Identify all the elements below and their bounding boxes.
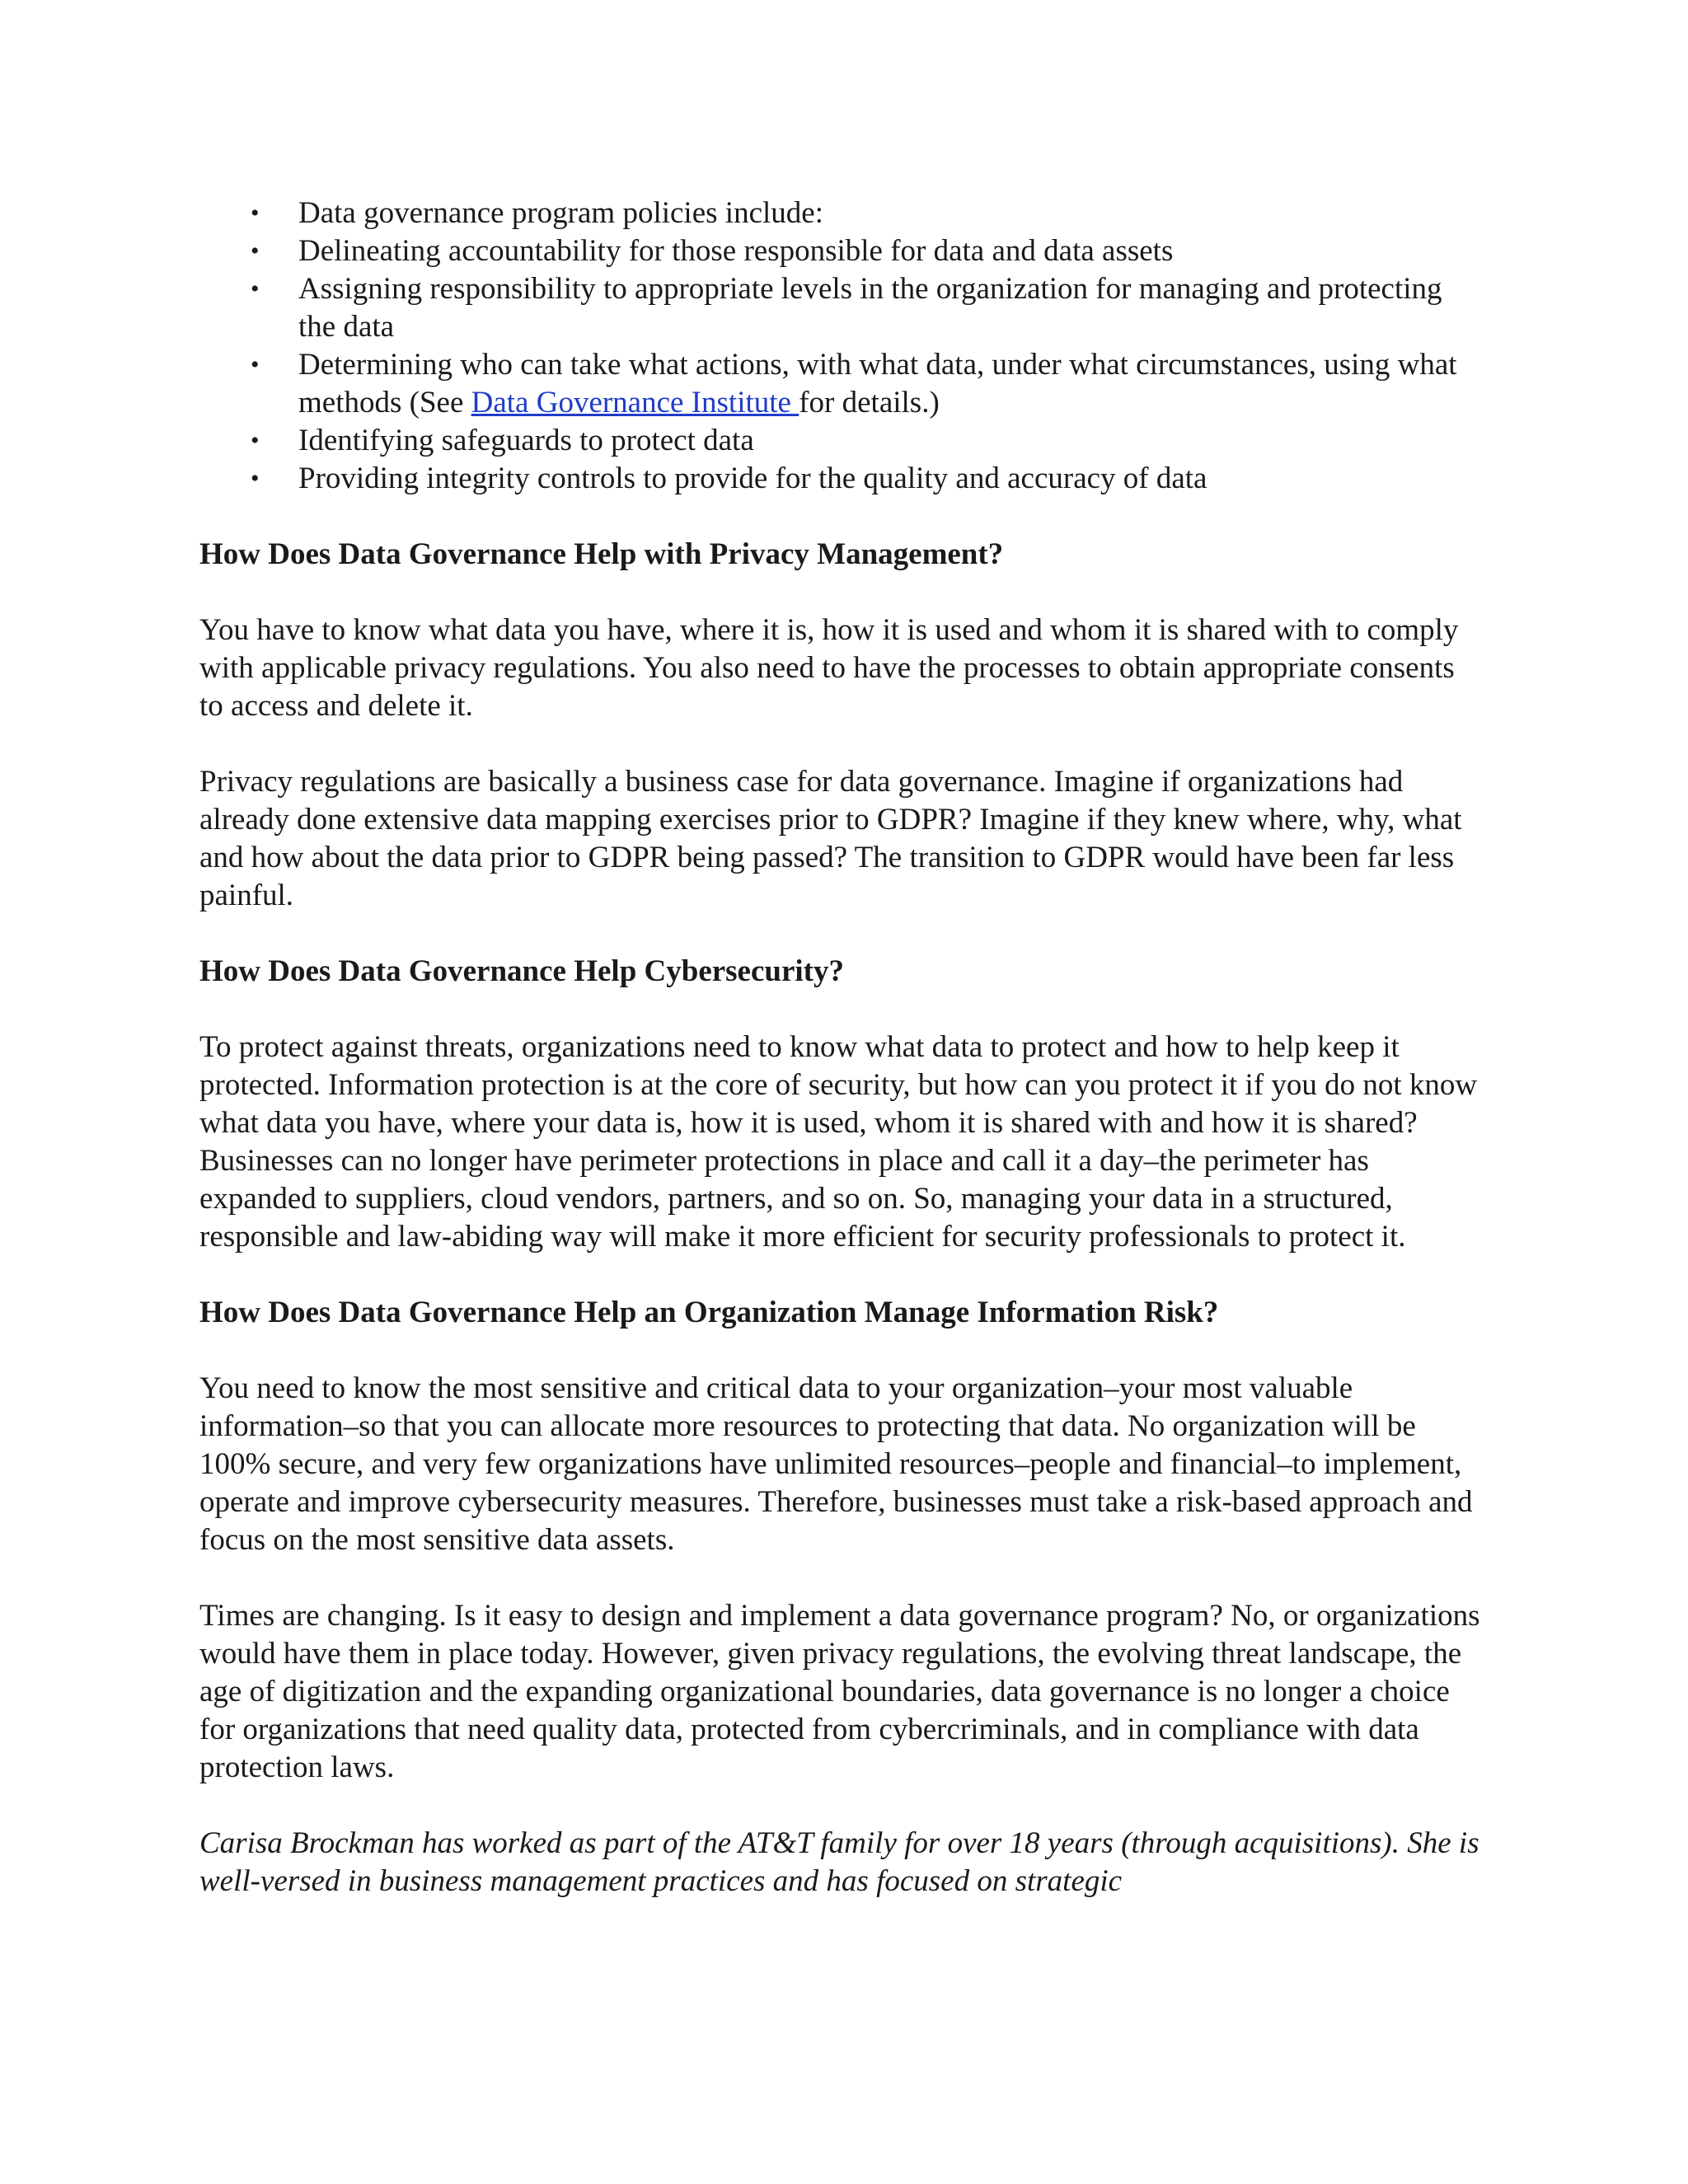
list-item: • Delineating accountability for those responsible for data and data assets [199,232,1485,270]
author-bio: Carisa Brockman has worked as part of the AT&T family for over 18 years (through acquisitions). She is well-versed in business management practices and has focused on strategic [199,1826,1479,1898]
privacy-paragraph: You have to know what data you have, where it is, how it is used and whom it is shared with to comply with applicable privacy regulations. You also need to have the processes to obtain appropriate consents to access and delete it. [199,613,1459,723]
data-governance-institute-link[interactable]: Data Governance Institute [471,386,799,419]
list-item-text: for details.) [799,386,940,419]
list-item: • Providing integrity controls to provide for the quality and accuracy of data [199,460,1485,498]
list-item: • Identifying safeguards to protect data [199,422,1485,460]
privacy-heading: How Does Data Governance Help with Privacy Management? [199,537,1004,571]
privacy-paragraph: Privacy regulations are basically a business case for data governance. Imagine if organizations had already done extensive data mapping exercises prior to GDPR? Imagine if they knew where, why, what and how about the data prior to GDPR being passed? The transition to GDPR would have been far less painful. [199,765,1462,912]
cybersecurity-paragraph: To protect against threats, organizations need to know what data to protect and how to help keep it protected. Information protection is at the core of security, but how can you protect it if you do not know what data you have, where your data is, how it is used, whom it is shared with and how it is shared? Businesses can no longer have perimeter protections in place and call it a day–the perimeter has expanded to suppliers, cloud vendors, partners, and so on. So, managing your data in a structured, responsible and law-abiding way will make it more efficient for security professionals to protect it. [199,1030,1478,1254]
list-item-text: Determining who can take what actions, with what data, under what circumstances, using what methods (See [298,348,1457,419]
list-item [199,346,1485,422]
cybersecurity-heading: How Does Data Governance Help Cybersecurity? [199,954,845,988]
information-risk-paragraph: You need to know the most sensitive and critical data to your organization–your most valuable information–so that you can allocate more resources to protecting that data. No organization will be 100% secure, and very few organizations have unlimited resources–people and financial–to implement, operate and improve cybersecurity measures. Therefore, businesses must take a risk-based approach and focus on the most sensitive data assets. [199,1371,1473,1557]
list-item: • Data governance program policies include: [199,194,1485,232]
information-risk-paragraph: Times are changing. Is it easy to design and implement a data governance program? No, or organizations would have them in place today. However, given privacy regulations, the evolving threat landscape, the age of digitization and the expanding organizational boundaries, data governance is no longer a choice for organizations that need quality data, protected from cybercriminals, and in compliance with data protection laws. [199,1599,1480,1784]
information-risk-heading: How Does Data Governance Help an Organization Manage Information Risk? [199,1296,1219,1329]
list-item: • Assigning responsibility to appropriate levels in the organization for managing and protecting the data [199,270,1485,346]
document-page [199,194,1485,1900]
policy-bullet-list [199,194,1485,498]
